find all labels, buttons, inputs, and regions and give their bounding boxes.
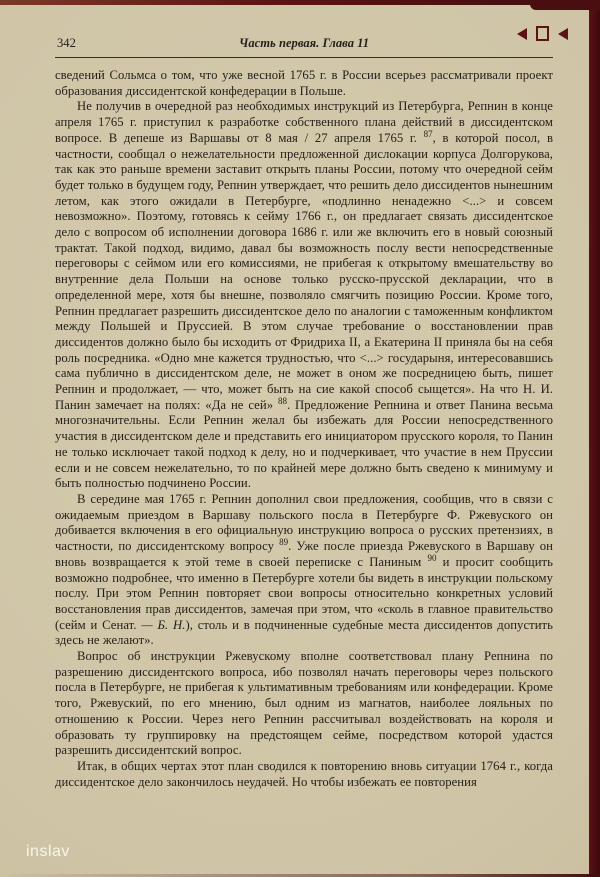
scan-artifact-triangle-icon <box>558 28 568 40</box>
watermark: inslav <box>26 843 70 860</box>
footnote-ref: 89 <box>279 536 289 547</box>
paragraph: Вопрос об инструкции Ржевускому вполне соответствовал плану Репнина по разрешению диссидентского вопроса, ибо позволял начать переговоры через польского посла в Петербурге, не прибегая к ультимативным требованиям или конфедерации. Кроме того, Ржевуский, по его мнению, был одним из магнатов, наиболее лояльных по отношению к России. Через него Репнин рассчитывал воздействовать на короля и образовать ту группировку на предстоящем сейме, посредством которой удастся разрешить диссидентский вопрос. <box>55 649 553 758</box>
paragraph: В середине мая 1765 г. Репнин дополнил свои предложения, сообщив, что в связи с ожидаемым приездом в Варшаву польского посла в Петербурге Ф. Ржевуского он добивается включения в его официальную инструкцию вопроса о русских претензиях, в частности, по диссидентскому вопросу $^{89}$. Уже после приезда Ржевуского в Варшаву он вновь возвращается к этой теме в своей переписке с Паниным $^{90}$ и просит сообщить возможно подробнее, что именно в Петербурге хотели бы видеть в инструкции польскому послу. При этом Репнин повторяет свои вопросы относительно конкретных условий восстановления прав диссидентов, замечая при этом, что «сколь в главное правительство (сейм и Сенат. — Б. Н.), столь и в подчиненные судебные места диссидентов допустить здесь не желают». <box>55 491 553 648</box>
paragraph: Итак, в общих чертах этот план сводился к повторению вновь ситуации 1764 г., когда диссидентское дело закончилось неудачей. Но чтобы избежать ее повторения <box>55 758 553 789</box>
scan-edge-corner <box>530 0 600 10</box>
page-number: 342 <box>57 36 76 50</box>
footnote-ref: 88 <box>277 395 287 406</box>
scan-edge-top <box>0 0 600 5</box>
footnote-ref: 87 <box>423 128 433 139</box>
scan-edge-right <box>589 0 600 877</box>
text-body <box>55 68 553 790</box>
header-rule <box>55 57 553 58</box>
footnote-ref: 90 <box>427 552 437 563</box>
running-title: Часть первая. Глава 11 <box>238 36 370 50</box>
page-header <box>55 36 553 54</box>
paragraph: сведений Сольмса о том, что уже весной 1765 г. в России всерьез рассматривали проект образования диссидентской конфедерации в Польше. <box>55 68 553 98</box>
paragraph: Не получив в очередной раз необходимых инструкций из Петербурга, Репнин в конце апреля 1765 г. приступил к разработке собственного плана действий в диссидентском вопросе. В депеше из Варшавы от 8 мая / 27 апреля 1765 г. $^{87}$, в которой посол, в частности, сообщал о нежелательности предложенной дислокации корпуса Долгорукова, так как это раньше времени заставит открыть планы России, потому что очередной сейм будет только в будущем году, Репнин утверждает, что решить дело диссидентов нынешним летом, как этого ожидали в Петербурге, «подлинно ненадежно <...> и совсем невозможно». Поэтому, готовясь к сейму 1766 г., он предлагает связать диссидентское дело с вопросом об исполнении договора 1686 г. или же включить его в новый союзный трактат. Такой подход, видимо, давал бы возможность послу вести непосредственные переговоры с сеймом или его комиссиями, не прибегая к открытому вмешательству во внутренние дела Польши на основе только русско-прусской декларации, что в определенной мере, хотя бы внешне, позволяло смягчить позицию России. Кроме того, Репнин предлагает разрешить диссидентское дело по аналогии с таможенным конфликтом между Польшей и Пруссией. В этом случае требование о восстановлении прав диссидентов должно было бы исходить от Фридриха II, а Екатерина II приняла бы на себя роль посредника. «Одно мне кажется трудностью, что <...> государыня, интересовавшись сама публично в диссидентском деле, не может в оном же посредницею быть, пишет Репнин и продолжает, — что, может быть на сие какой способ сыщется». На что Н. И. Панин замечает на полях: «Да не сей» $^{88}$. Предложение Репнина и ответ Панина весьма многозначительны. Если Репнин желал бы избежать для России непосредственного участия в диссидентском деле и представить его инициатором прусского короля, то Панин не только исключает такой подход к делу, но и подчеркивает, что участие в нем Пруссии если и не совсем нежелательно, то по крайней мере должно быть сведено к минимуму и быть полностью подчинено России. <box>55 99 554 491</box>
